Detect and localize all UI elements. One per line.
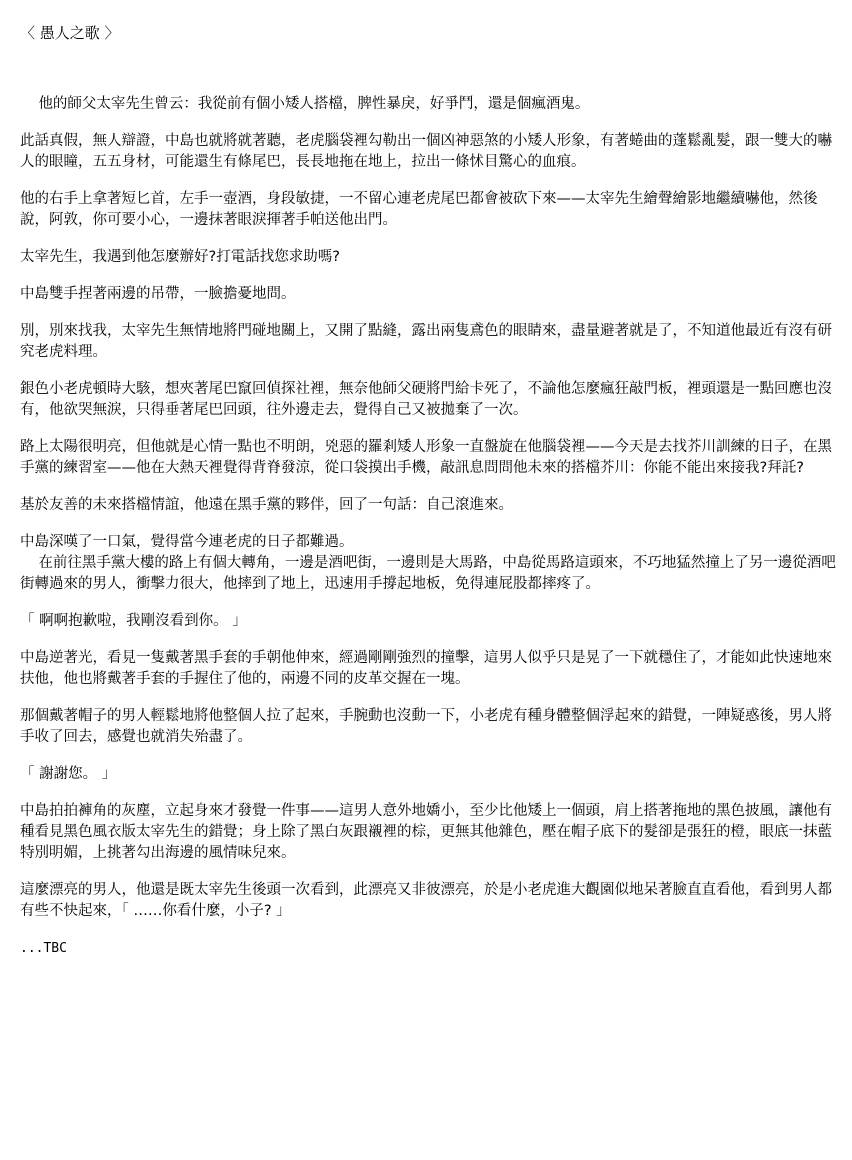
paragraph: 他的師父太宰先生曾云：我從前有個小矮人搭檔，脾性暴戾，好爭鬥，還是個瘋酒鬼。 [20,96,590,112]
dialogue-line: 「 謝謝您。 」 [20,766,117,782]
paragraph: 這麼漂亮的男人，他還是既太宰先生後頭一次看到，此漂亮又非彼漂亮，於是小老虎進大觀園似地呆著臉直直看他，看到男人都有些不快起來，「 ……你看什麼，小子? 」 [20,882,832,919]
paragraph: 路上太陽很明亮，但他就是心情一點也不明朗，兇惡的羅剎矮人形象一直盤旋在他腦袋裡——今天是去找芥川訓練的日子，在黑手黨的練習室——他在大熱天裡覺得背脊發涼，從口袋摸出手機，敲訊息問問他未來的搭檔芥川：你能不能出來接我?拜託? [20,439,832,476]
paragraph: 銀色小老虎頓時大駭，想夾著尾巴竄回偵探社裡，無奈他師父硬將門給卡死了，不論他怎麼瘋狂敲門板，裡頭還是一點回應也沒有，他欲哭無淚，只得垂著尾巴回頭，往外邊走去，覺得自己又被拋棄了一次。 [20,381,832,418]
document [20,22,838,959]
paragraph: 中島拍拍褲角的灰塵，立起身來才發覺一件事——這男人意外地嬌小，至少比他矮上一個頭，肩上搭著拖地的黑色披風，讓他有種看見黑色風衣版太宰先生的錯覺；身上除了黑白灰跟襯裡的棕，更無其他雜色，壓在帽子底下的髮卻是張狂的橙，眼底一抹藍特別明媚，上挑著勾出海邊的風情味兒來。 [20,803,832,861]
paragraph: 太宰先生，我遇到他怎麼辦好?打電話找您求助嗎? [20,249,340,265]
paragraph: 此話真假，無人辯證，中島也就將就著聽，老虎腦袋裡勾勒出一個凶神惡煞的小矮人形象，有著蜷曲的蓬鬆亂髮，跟一雙大的嚇人的眼瞳，五五身材，可能還生有條尾巴，長長地拖在地上，拉出一條怵目驚心的血痕。 [20,133,832,170]
paragraph: 中島逆著光，看見一隻戴著黑手套的手朝他伸來，經過剛剛強烈的撞擊，這男人似乎只是晃了一下就穩住了，才能如此快速地來扶他，他也將戴著手套的手握住了他的，兩邊不同的皮革交握在一塊。 [20,650,832,687]
paragraph: 別，別來找我，太宰先生無情地將門碰地關上，又開了點縫，露出兩隻鳶色的眼睛來，盡量避著就是了，不知道他最近有沒有研究老虎料理。 [20,323,832,360]
dialogue-line: 「 啊啊抱歉啦，我剛沒看到你。 」 [20,613,247,629]
paragraph: 中島雙手捏著兩邊的吊帶，一臉擔憂地問。 [20,286,296,302]
document-title: 〈 愚人之歌 〉 [20,24,120,42]
paragraph: 在前往黑手黨大樓的路上有個大轉角，一邊是酒吧街，一邊則是大馬路，中島從馬路這頭來，不巧地猛然撞上了另一邊從酒吧街轉過來的男人，衝擊力很大，他摔到了地上，迅速用手撐起地板，免得連屁股都摔疼了。 [20,555,836,592]
paragraph: 那個戴著帽子的男人輕鬆地將他整個人拉了起來，手腕動也沒動一下，小老虎有種身體整個浮起來的錯覺，一陣疑惑後，男人將手收了回去，感覺也就消失殆盡了。 [20,708,832,745]
paragraph: 他的右手上拿著短匕首，左手一壺酒，身段敏捷，一不留心連老虎尾巴都會被砍下來——太宰先生繪聲繪影地繼續嚇他，然後說，阿敦，你可要小心，一邊抹著眼淚揮著手帕送他出門。 [20,191,818,228]
paragraph: 基於友善的未來搭檔情誼，他遠在黑手黨的夥伴，回了一句話：自己滾進來。 [20,497,513,513]
paragraph: 中島深嘆了一口氣，覺得當今連老虎的日子都難過。 [20,534,354,550]
to-be-continued-marker: ...TBC [20,941,67,956]
